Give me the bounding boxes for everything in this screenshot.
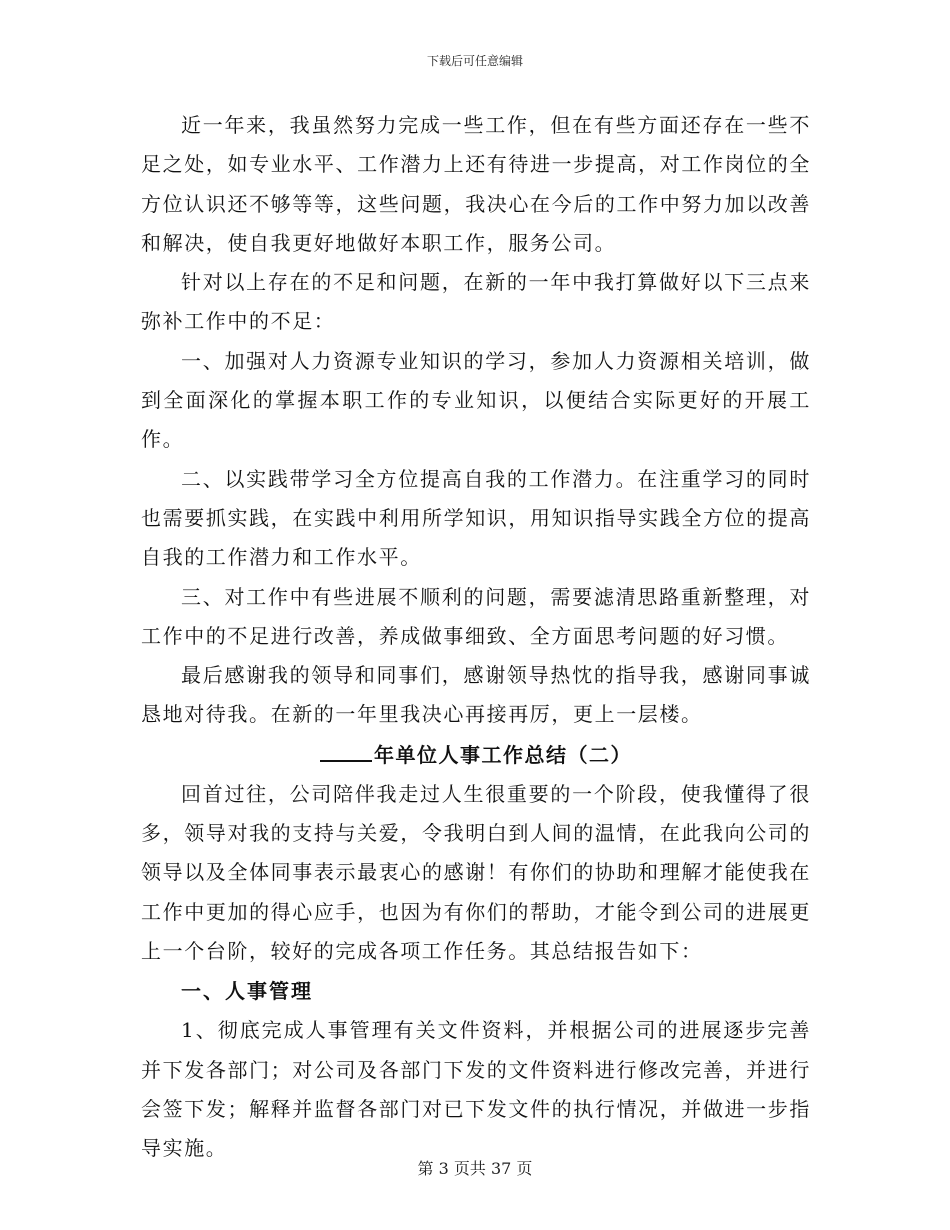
page-header: 下载后可任意编辑 [426,54,523,68]
page-footer: 第 3 页共 37 页 [417,1159,533,1178]
subsection-heading: 一、人事管理 [181,979,313,1004]
paragraph: 1、彻底完成人事管理有关文件资料，并根据公司的进展逐步完善并下发各部门；对公司及各部门下发的文件资料进行修改完善，并进行会签下发；解释并监督各部门对已下发文件的执行情况，并做进一步指导实施。 [141,1018,811,1161]
section-title-text: 年单位人事工作总结（二） [374,742,632,767]
section-title [141,735,811,775]
paragraph: 三、对工作中有些进展不顺利的问题，需要滤清思路重新整理，对工作中的不足进行改善，养成做事细致、全方面思考问题的好习惯。 [141,584,811,648]
year-blank-line [320,738,372,762]
paragraph: 二、以实践带学习全方位提高自我的工作潜力。在注重学习的同时也需要抓实践，在实践中利用所学知识，用知识指导实践全方位的提高自我的工作潜力和工作水平。 [141,466,811,570]
paragraph: 近一年来，我虽然努力完成一些工作，但在有些方面还存在一些不足之处，如专业水平、工作潜力上还有待进一步提高，对工作岗位的全方位认识还不够等等，这些问题，我决心在今后的工作中努力加以改善和解决，使自我更好地做好本职工作，服务公司。 [141,113,811,255]
paragraph: 回首过往，公司陪伴我走过人生很重要的一个阶段，使我懂得了很多，领导对我的支持与关爱，令我明白到人间的温情，在此我向公司的领导以及全体同事表示最衷心的感谢！有你们的协助和理解才能使我在工作中更加的得心应手，也因为有你们的帮助，才能令到公司的进展更上一个台阶，较好的完成各项工作任务。其总结报告如下： [141,781,811,963]
document-body [141,106,811,1168]
paragraph: 一、加强对人力资源专业知识的学习，参加人力资源相关培训，做到全面深化的掌握本职工作的专业知识，以便结合实际更好的开展工作。 [141,348,811,452]
paragraph: 最后感谢我的领导和同事们，感谢领导热忱的指导我，感谢同事诚恳地对待我。在新的一年里我决心再接再厉，更上一层楼。 [141,663,811,727]
paragraph: 针对以上存在的不足和问题，在新的一年中我打算做好以下三点来弥补工作中的不足： [141,270,811,334]
